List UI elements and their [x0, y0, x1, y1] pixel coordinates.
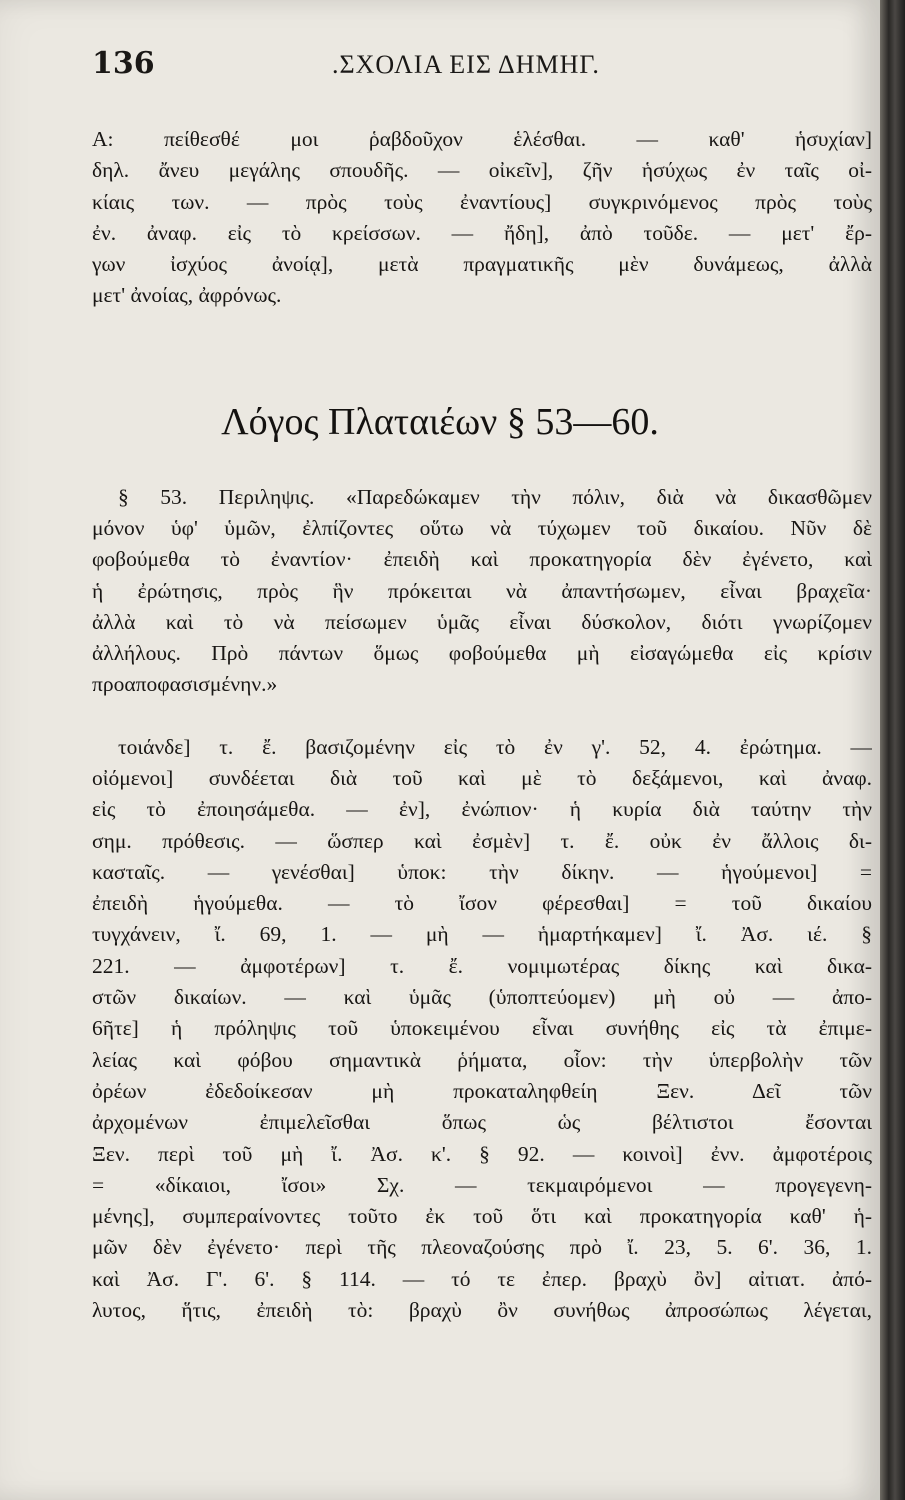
text-line: μένης], συμπεραίνοντες τοῦτο ἐκ τοῦ ὅτι καὶ προκατηγορία καθ' ἡ- [92, 1204, 872, 1229]
text-line: τοιάνδε] τ. ἔ. βασιζομένην εἰς τὸ ἐν γ'. 52, 4. ἐρώτημα. — [118, 735, 872, 759]
text-line: μετ' ἀνοίας, ἀφρόνως. [92, 283, 282, 308]
page-header [92, 46, 862, 86]
text-line: τυγχάνειν, ἴ. 69, 1. — μὴ — ἡμαρτήκαμεν] ἴ. Ἀσ. ιέ. § [92, 922, 872, 947]
text-line: λείας καὶ φόβου σημαντικὰ ῥήματα, οἷον: τὴν ὑπερβολὴν τῶν [92, 1047, 872, 1072]
text-line: ἐπειδὴ ἡγούμεθα. — τὸ ἴσον φέρεσθαι] = τοῦ δικαίου [92, 891, 872, 916]
text-line: ἐν. ἀναφ. εἰς τὸ κρείσσων. — ἤδη], ἀπὸ τοῦδε. — μετ' ἔρ- [92, 220, 872, 245]
text-line: 6ῆτε] ἡ πρόληψις τοῦ ὑποκειμένου εἶναι συνήθης εἰς τὰ ἐπιμε- [92, 1016, 872, 1041]
text-line: = «δίκαιοι, ἴσοι» Σχ. — τεκμαιρόμενοι — προγεγενη- [92, 1172, 872, 1197]
page-number: 136 [92, 46, 155, 81]
text-line: καὶ Ἀσ. Γ'. 6'. § 114. — τό τε ἐπερ. βραχὺ ὂν] αἰτιατ. ἀπό- [92, 1266, 872, 1291]
text-line: κίαις των. — πρὸς τοὺς ἐναντίους] συγκρινόμενος πρὸς τοὺς [92, 189, 872, 214]
text-line: σημ. πρόθεσις. — ὥσπερ καὶ ἐσμὲν] τ. ἔ. οὐκ ἐν ἄλλοις δι- [92, 828, 872, 853]
text-line: ἀλλὰ καὶ τὸ νὰ πείσωμεν ὑμᾶς εἶναι δύσκολον, διότι γνωρίζομεν [92, 609, 872, 634]
text-line: ὀρέων ἐδεδοίκεσαν μὴ προκαταληφθείη Ξεν. Δεῖ τῶν [92, 1078, 872, 1103]
text-line: μῶν δὲν ἐγένετο· περὶ τῆς πλεοναζούσης πρὸ ἴ. 23, 5. 6'. 36, 1. [92, 1235, 872, 1260]
summary-paragraph-continued [92, 513, 872, 701]
text-line: γων ἰσχύος ἀνοίᾳ], μετὰ πραγματικῆς μὲν δυνάμεως, ἀλλὰ [92, 252, 872, 277]
commentary-block-c [118, 732, 872, 763]
commentary-block-c-continued [92, 763, 872, 1326]
text-line: στῶν δικαίων. — καὶ ὑμᾶς (ὑποπτεύομεν) μὴ οὐ — ἀπο- [92, 985, 872, 1010]
text-line: ἀρχομένων ἐπιμελεῖσθαι ὅπως ὡς βέλτιστοι ἔσονται [92, 1110, 872, 1135]
summary-paragraph [118, 482, 872, 513]
text-line: προαποφασισμένην.» [92, 672, 278, 697]
text-line: δηλ. ἄνευ μεγάλης σπουδῆς. — οἰκεῖν], ζῆν ἡσύχως ἐν ταῖς οἰ- [92, 158, 872, 183]
text-line: ἀλλήλους. Πρὸ πάντων ὅμως φοβούμεθα μὴ εἰσαγώμεθα εἰς κρίσιν [92, 641, 872, 666]
text-line: οἰόμενοι] συνδέεται διὰ τοῦ καὶ μὲ τὸ δεξάμενοι, καὶ ἀναφ. [92, 766, 872, 790]
text-line: Ξεν. περὶ τοῦ μὴ ἴ. Ἀσ. κ'. § 92. — κοινοὶ] ἐνν. ἀμφοτέροις [92, 1141, 872, 1166]
text-line: 221. — ἀμφοτέρων] τ. ἔ. νομιμωτέρας δίκης καὶ δικα- [92, 953, 872, 978]
text-line: μόνον ὑφ' ὑμῶν, ἐλπίζοντες οὕτω νὰ τύχωμεν τοῦ δικαίου. Νῦν δὲ [92, 516, 872, 540]
running-title: .ΣΧΟΛΙΑ ΕΙΣ ΔΗΜΗΓ. [332, 50, 600, 79]
text-line: ἡ ἐρώτησις, πρὸς ἣν πρόκειται νὰ ἀπαντήσωμεν, εἶναι βραχεῖα· [92, 578, 872, 603]
text-line: κασταῖς. — γενέσθαι] ὑποκ: τὴν δίκην. — ἡγούμενοι] = [92, 859, 872, 884]
commentary-block-a [92, 124, 872, 312]
text-line: φοβούμεθα τὸ ἐναντίον· ἐπειδὴ καὶ προκατηγορία δὲν ἐγένετο, καὶ [92, 547, 872, 572]
text-line: A: πείθεσθέ μοι ῥαβδοῦχον ἑλέσθαι. — καθ' ἡσυχίαν] [92, 127, 872, 151]
book-page-edge [880, 0, 905, 1500]
text-line: λυτος, ἥτις, ἐπειδὴ τὸ: βραχὺ ὂν συνήθως ἀπροσώπως λέγεται, [92, 1298, 872, 1323]
text-line: εἰς τὸ ἐποιησάμεθα. — ἐν], ἐνώπιον· ἡ κυρία διὰ ταύτην τὴν [92, 797, 872, 822]
section-title: Λόγος Πλαταιέων § 53—60. [221, 401, 659, 443]
text-line: § 53. Περιληψις. «Παρεδώκαμεν τὴν πόλιν, διὰ νὰ δικασθῶμεν [118, 485, 872, 509]
